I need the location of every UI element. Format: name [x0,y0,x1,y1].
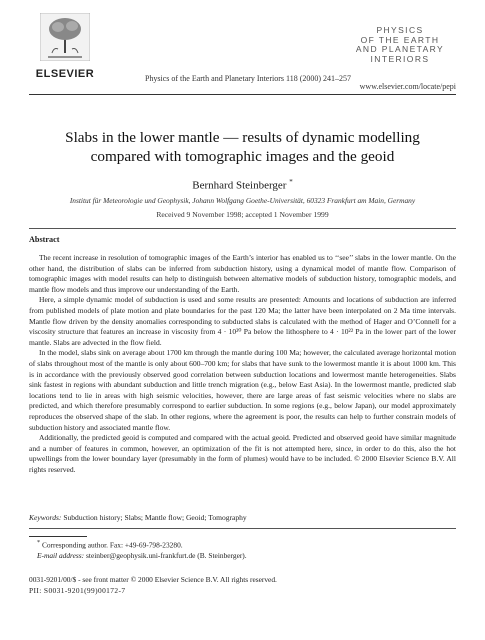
author-line [40,178,445,192]
affiliation: Institut für Meteorologie und Geophysik, Johann Wolfgang Goethe-Universität, 60323 Frankfurt am Main, Germany [69,196,416,205]
received-dates: Received 9 November 1998; accepted 1 November 1999 [156,210,329,219]
elsevier-tree-icon [40,13,90,61]
title-line: compared with tomographic images and the geoid [90,148,395,165]
keywords-divider [29,528,456,529]
keywords-label: Keywords: [29,513,62,522]
abstract-paragraph: The recent increase in resolution of tomographic images of the Earth’s interior has enabled us to ‘‘see’’ slabs in the lower mantle. On the other hand, the distribution of slabs can be inferred from subduction history, using a dynamical model of mantle flow. Comparison of tomographic images with model results can help to distinguish between alternative models of subduction history, tomographic models, and mantle flow models and thus improve our understanding of the Earth. [29,253,456,294]
corresponding-text: Corresponding author. Fax: +49-69-798-23280. [41,540,183,550]
title-line: Slabs in the lower mantle — results of dynamic modelling [65,129,420,146]
email-address[interactable]: steinber@geophysik.uni-frankfurt.de (B. Steinberger). [86,551,247,560]
author-name: Bernhard Steinberger [192,179,287,192]
publisher-name: ELSEVIER [35,68,95,80]
copyright-line: 0031-9201/00/$ - see front matter © 2000 Elsevier Science B.V. All rights reserved. [29,575,277,584]
abstract-heading: Abstract [29,235,60,244]
journal-name-line: PHYSICS [376,25,424,35]
corresponding-author-footnote [37,540,183,549]
abstract-body [29,253,456,475]
journal-name-line: AND PLANETARY [355,44,445,54]
abstract-divider [29,228,456,229]
abstract-paragraph: Here, a simple dynamic model of subduction is used and some results are presented: Amounts and locations of subduction are inferred from published models of plate motion and plate boundaries for the past 120 Ma; the latter have been interpolated on 2 Ma time intervals. Mantle flow driven by the density anomalies corresponding to subducted slabs is calculated with the method of Hager and O’Connell for a viscosity structure that features an increase in viscosity from 4 · 10²⁰ Pa below the lithosphere to 4 · 10²² Pa in the lower part of the lower mantle. Slabs are advected in the flow field. [29,295,456,347]
footnote-mark: * [37,540,41,546]
header-divider [29,94,456,95]
journal-citation: Physics of the Earth and Planetary Interiors 118 (2000) 241–257 [144,74,352,83]
keywords [29,513,456,522]
journal-name [345,26,455,64]
author-footnote-mark[interactable]: * [289,178,293,186]
abstract-paragraph: In the model, slabs sink on average about 1700 km through the mantle during 100 Ma; however, the calculated average horizontal motion of slabs throughout most of the mantle is only about 600–700 km; for slabs that have sunk to the lowermost mantle it is about 1000 km. This is in accordance with the previously observed good correlation between subduction locations and lowermost mantle heterogeneities. Slabs sink fastest in regions with abundant subduction and little trench migration (e.g., below East Asia). In the lowermost mantle, predicted slab locations tend to lie in areas with high seismic velocities, however, there are large areas of fast seismic velocities where no slabs are predicted, and which therefore presumably correspond to earlier subduction. In some regions (e.g., below Japan), our model approximately reproduces the observed shape of the slab. In other regions, where the agreement is poor, the results can help to further constrain models of subduction history and associated mantle flow. [29,348,456,432]
journal-url[interactable]: www.elsevier.com/locate/pepi [359,82,456,91]
email-footnote [37,551,247,560]
journal-name-line: INTERIORS [370,53,430,64]
pii-line: PII: S0031-9201(99)00172-7 [29,586,126,595]
journal-name-line: OF THE EARTH [360,34,440,45]
article-title [40,128,445,166]
elsevier-logo [29,13,101,83]
keywords-list: Subduction history; Slabs; Mantle flow; Geoid; Tomography [63,513,247,522]
footnote-divider [29,536,87,537]
email-label: E-mail address: [37,551,85,560]
abstract-paragraph: Additionally, the predicted geoid is computed and compared with the actual geoid. Predicted and observed geoid have similar magnitude and a number of features in common, however, an optimization of the fit is not attempted here, since, in order to do this, also the hot upwellings from the lower boundary layer (presumably in the form of plumes) would have to be included. © 2000 Elsevier Science B.V. All rights reserved. [29,433,456,474]
